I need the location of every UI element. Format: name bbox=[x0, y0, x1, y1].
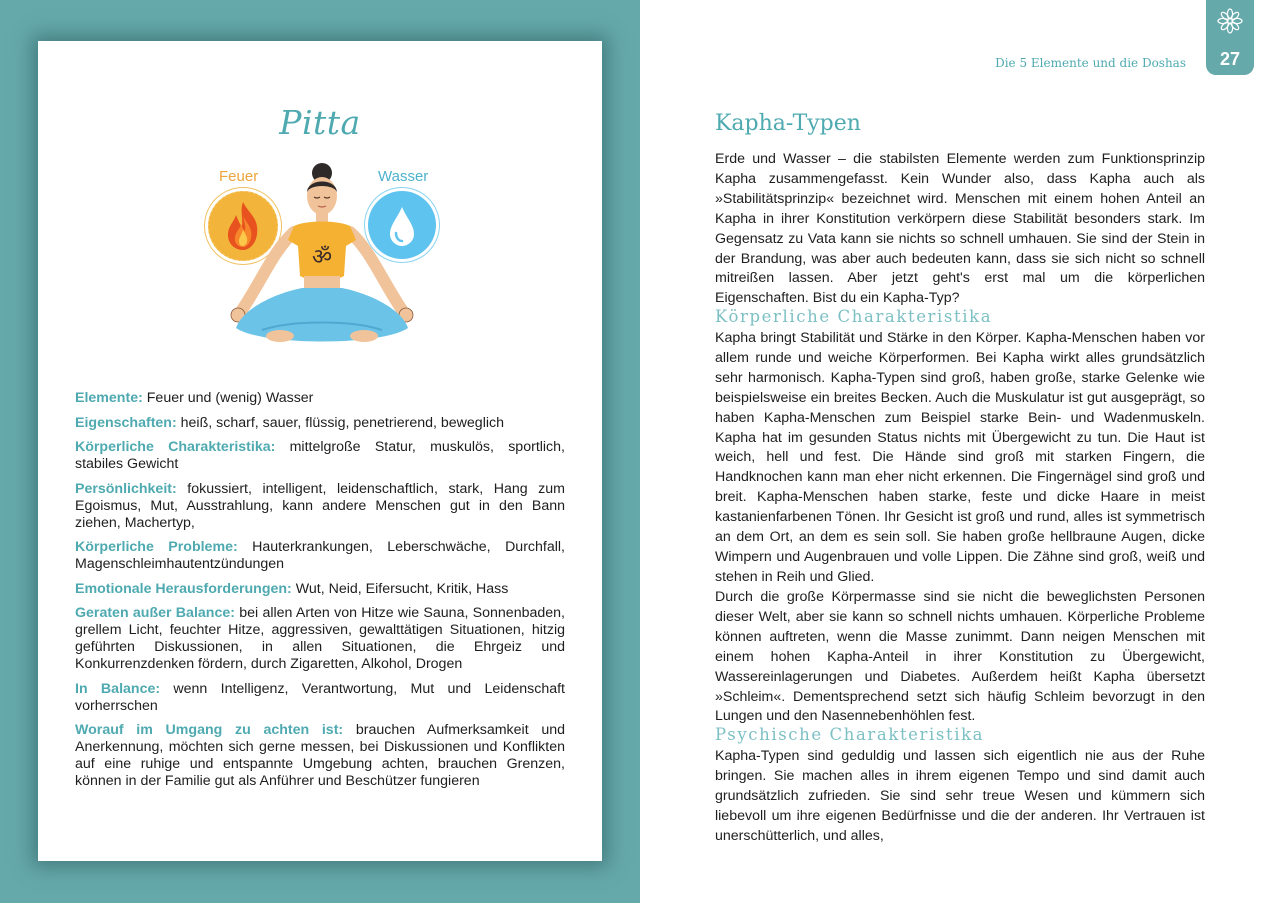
fact-label: Geraten außer Balance: bbox=[75, 605, 235, 621]
fact-text: mittelgroße Statur, muskulös, sportlich, stabiles Gewicht bbox=[75, 439, 565, 472]
fire-label: Feuer bbox=[219, 168, 259, 185]
subheading-psychic: Psychische Charakteristika bbox=[715, 725, 985, 744]
fact-dealing-with bbox=[75, 722, 565, 790]
fact-text: brauchen Aufmerksamkeit und Anerkennung, möchten sich gerne messen, bei Diskussionen und Konflikten auf eine ruhige und entspannte Umgebung achten, brauchen Grenzen, können in der Familie gut als Anführer und Beschützer fungieren bbox=[75, 722, 565, 789]
fact-text: Feuer und (wenig) Wasser bbox=[146, 390, 314, 406]
right-page bbox=[640, 0, 1280, 903]
page-number: 27 bbox=[1219, 49, 1241, 69]
fact-label: Emotionale Herausforderungen: bbox=[75, 580, 292, 597]
fact-label: In Balance: bbox=[75, 680, 161, 697]
fact-label: Körperliche Charakteristika: bbox=[75, 439, 276, 455]
water-label: Wasser bbox=[378, 168, 429, 185]
fact-label: Worauf im Umgang zu achten ist: bbox=[75, 722, 344, 738]
fact-label: Elemente: bbox=[75, 390, 143, 406]
psychic-paragraph: Kapha-Typen sind geduldig und lassen sich eigentlich nie aus der Ruhe bringen. Sie machen alles in ihrem eigenen Tempo und sind damit auch grundsätzlich zufrieden. Sie sind sehr treue Wesen und kümmern sich liebevoll um ihre eigenen Bedürfnisse und die der anderen. Ihr Vertrauen ist unerschütterlich, und alles, bbox=[715, 748, 1205, 844]
fact-text: fokussiert, intelligent, leidenschaftlich, stark, Hang zum Egoismus, Mut, Ausstrahlung, kann andere Menschen gut in den Bann ziehen, Machertyp, bbox=[75, 480, 565, 531]
fact-label: Eigenschaften: bbox=[75, 414, 177, 431]
fact-text: Hauterkrankungen, Leberschwäche, Durchfall, Magenschleimhautentzündungen bbox=[75, 539, 565, 572]
fact-text: Wut, Neid, Eifersucht, Kritik, Hass bbox=[295, 580, 509, 597]
running-head: Die 5 Elemente und die Doshas bbox=[995, 56, 1186, 70]
fact-emotional bbox=[75, 581, 565, 598]
meditation-figure bbox=[222, 160, 422, 352]
section-heading: Kapha-Typen bbox=[715, 111, 861, 136]
fact-out-of-balance bbox=[75, 605, 565, 673]
fact-personality bbox=[75, 481, 565, 532]
fact-in-balance bbox=[75, 681, 565, 715]
body-mass-paragraph: Durch die große Körpermasse sind sie nicht die beweglichsten Personen dieser Welt, aber sie kann so schnell nichts umhauen. Körperliche Probleme können auftreten, wenn die Masse zunimmt. Dann neigen Menschen mit einem hohen Kapha-Anteil in ihrer Konstitution zu Übergewicht, Wassereinlagerungen und Diabetes. Außerdem heißt Kapha übersetzt »Schleim«. Dementsprechend setzt sich häufig Schleim bevorzugt in den Lungen und den Nasennebenhöhlen fest. bbox=[715, 589, 1205, 725]
lotus-icon bbox=[1217, 8, 1243, 34]
fact-label: Körperliche Probleme: bbox=[75, 539, 238, 555]
fact-physical-problems bbox=[75, 539, 565, 573]
om-icon: ॐ bbox=[311, 245, 333, 270]
fact-elements bbox=[75, 390, 565, 407]
fact-text: heiß, scharf, sauer, flüssig, penetrierend, beweglich bbox=[180, 414, 504, 431]
intro-paragraph: Erde und Wasser – die stabilsten Elemente werden zum Funktionsprinzip Kapha zusammengefasst. Kein Wunder also, dass Kapha auch als »Stabilitätsprinzip« bezeichnet wird. Menschen mit einem hohen Anteil an Kapha in ihrer Konstitution verkörpern diese Stabilität besonders stark. Im Gegensatz zu Vata kann sie nichts so schnell umhauen. Sie sind der Stein in der Brandung, was aber auch bedeuten kann, dass sie sich nicht so schnell mitreißen lassen. Aber jetzt geht's erst mal um die körperlichen Eigenschaften. Bist du ein Kapha-Typ? bbox=[715, 151, 1205, 307]
page-number-tab bbox=[1206, 0, 1254, 75]
subheading-physical: Körperliche Charakteristika bbox=[715, 307, 993, 326]
fact-properties bbox=[75, 415, 565, 432]
physical-paragraph: Kapha bringt Stabilität und Stärke in den Körper. Kapha-Menschen haben vor allem runde und weiche Körperformen. Bei Kapha wirkt alles grundsätzlich sehr harmonisch. Kapha-Typen sind groß, haben große, starke Gelenke wie beispielsweise ein breites Becken. Auch die Muskulatur ist gut ausgeprägt, so haben Kapha-Menschen zum Beispiel starke Bein- und Wadenmuskeln. Kapha hat im gesunden Status nichts mit Übergewicht zu tun. Die Haut ist weich, hell und fest. Die Hände sind groß mit starken Fingern, die Handknochen kann man eher nicht erkennen. Die Fingernägel sind groß und breit. Kapha-Menschen haben starke, feste und dicke Haare in meist kastanienfarbenen Tönen. Ihr Gesicht ist groß und rund, alles ist symmetrisch an dem Ort, an dem es sein soll. Sie haben große hellbraune Augen, dicke Wimpern und Augenbrauen und volle Lippen. Die Zähne sind groß, weiß und stehen in Reih und Glied. bbox=[715, 330, 1205, 585]
fact-physical bbox=[75, 439, 565, 473]
pitta-facts bbox=[75, 390, 565, 798]
card-title: Pitta bbox=[279, 103, 361, 142]
fact-text: bei allen Arten von Hitze wie Sauna, Sonnenbaden, grellem Licht, feuchter Hitze, aggressiven, gewalttätigen Situationen, hitzig geführten Diskussionen, in allen Situationen, die Ehrgeiz und Konkurrenzdenken fördern, durch Zigaretten, Alkohol, Drogen bbox=[75, 605, 565, 672]
fact-label: Persönlichkeit: bbox=[75, 480, 177, 497]
fact-text: wenn Intelligenz, Verantwortung, Mut und Leidenschaft vorherrschen bbox=[75, 680, 565, 714]
